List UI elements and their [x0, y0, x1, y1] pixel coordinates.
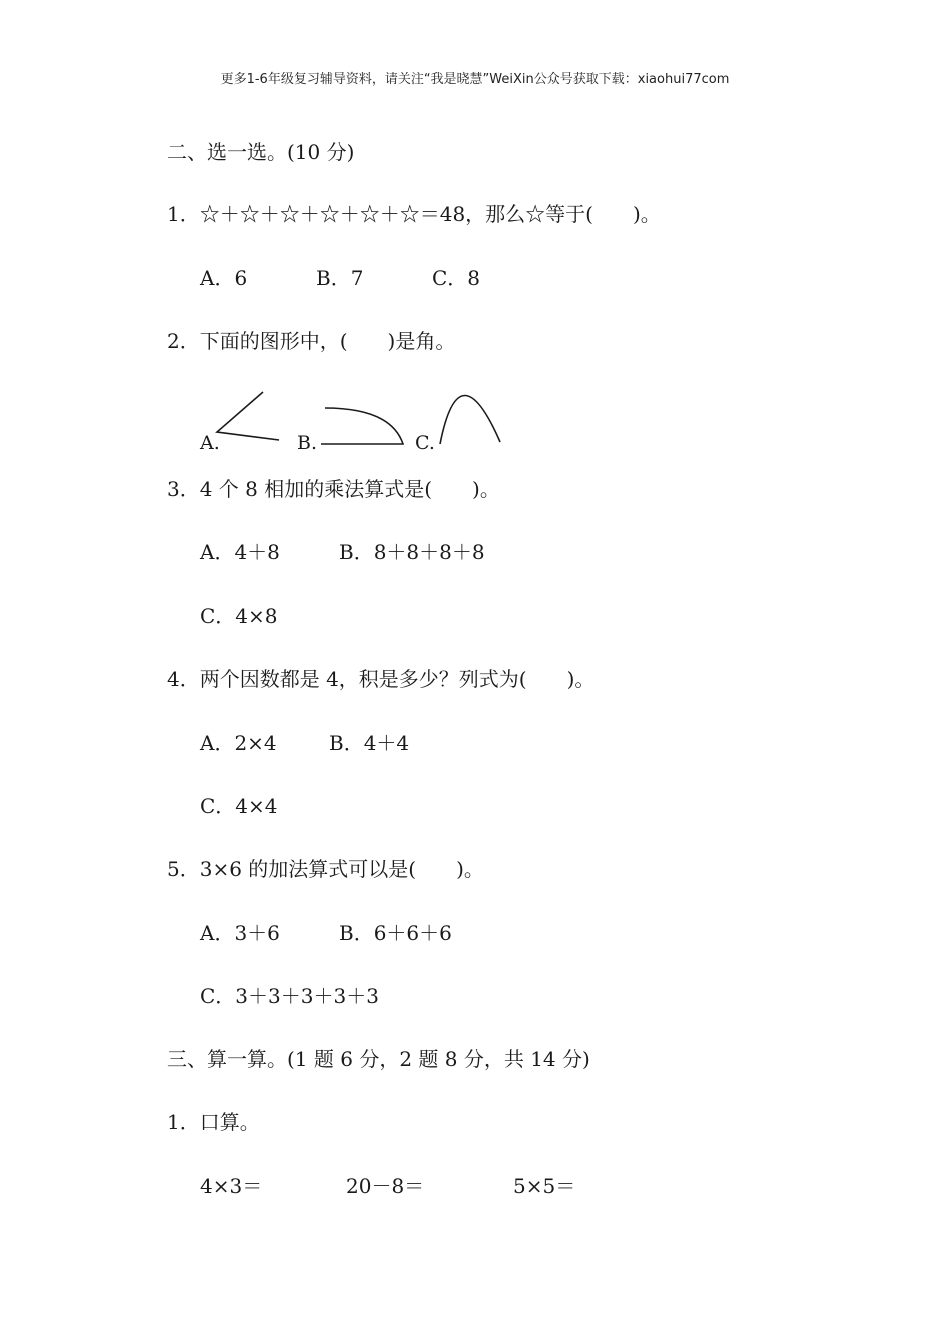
q2-option-b-label: B. — [297, 432, 318, 450]
q1-option-c: C．8 — [432, 266, 481, 290]
mental-math-3: 5×5＝ — [513, 1174, 576, 1198]
question-4: 4．两个因数都是 4，积是多少？列式为( )。 — [167, 667, 595, 691]
mental-math-1: 4×3＝ — [200, 1174, 263, 1198]
arch-figure-c — [440, 395, 500, 444]
q3-option-b: B．8＋8＋8＋8 — [339, 540, 485, 564]
q5-option-c: C．3＋3＋3＋3＋3 — [200, 984, 379, 1008]
q4-option-a: A．2×4 — [200, 731, 277, 755]
angle-figure-a — [217, 392, 279, 440]
mental-math-2: 20－8＝ — [346, 1174, 425, 1198]
page-header-banner: 更多1-6年级复习辅导资料，请关注“我是晓慧”WeiXin公众号获取下载：xiaohui77com — [220, 72, 730, 87]
q4-option-c: C．4×4 — [200, 794, 278, 818]
q2-option-c-label: C. — [415, 432, 435, 450]
q3-option-c: C．4×8 — [200, 604, 278, 628]
question-2: 2．下面的图形中，( )是角。 — [167, 329, 456, 353]
q3-option-a: A．4＋8 — [200, 540, 280, 564]
question-1: 1．☆＋☆＋☆＋☆＋☆＋☆＝48，那么☆等于( )。 — [167, 202, 661, 226]
q1-option-b: B．7 — [316, 266, 364, 290]
q2-option-a-label: A. — [200, 432, 220, 450]
q5-option-a: A．3＋6 — [200, 921, 280, 945]
section-3-question-1: 1．口算。 — [167, 1110, 260, 1134]
q2-figures — [195, 372, 515, 450]
q1-option-a: A．6 — [200, 266, 248, 290]
question-3: 3．4 个 8 相加的乘法算式是( )。 — [167, 477, 500, 501]
section-2-title: 二、选一选。(10 分) — [167, 140, 355, 164]
question-5: 5．3×6 的加法算式可以是( )。 — [167, 857, 484, 881]
q5-option-b: B．6＋6＋6 — [339, 921, 452, 945]
q4-option-b: B．4＋4 — [329, 731, 410, 755]
section-3-title: 三、算一算。(1 题 6 分，2 题 8 分，共 14 分) — [167, 1047, 590, 1071]
curve-figure-b — [321, 408, 403, 444]
